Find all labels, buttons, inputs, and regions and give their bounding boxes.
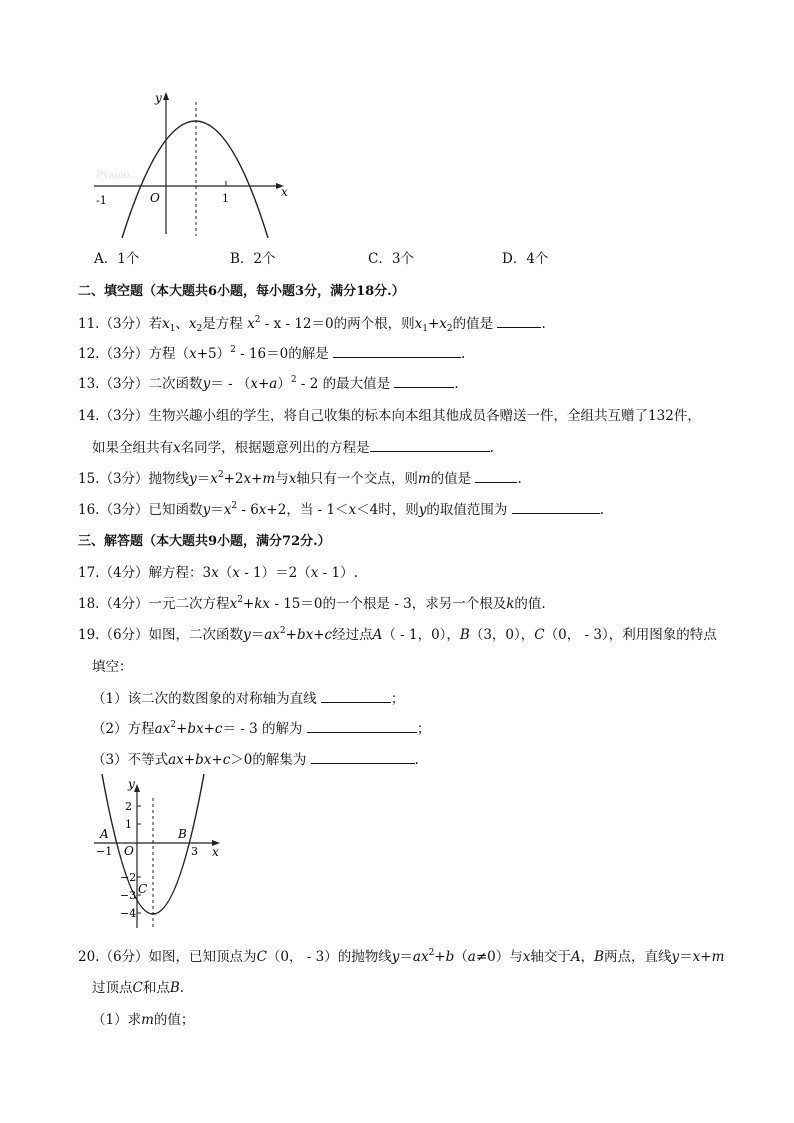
q11-var: x (188, 316, 197, 332)
graph2-y-label: y (128, 777, 135, 791)
q20-var: C (256, 949, 267, 965)
q15-text: +2 (223, 471, 244, 487)
q19-text: ＞0的解集为 (230, 752, 307, 768)
q17-var: x (232, 565, 240, 581)
q19-text: （1）该二次的数图象的对称轴为直线 (92, 691, 317, 707)
q13-var: y (202, 376, 211, 392)
q16-text: ＜4时，则 (356, 502, 419, 518)
q19-text: （ - 1，0）， (382, 627, 460, 643)
q19-sub3-answer-blank[interactable] (311, 751, 415, 764)
parabola-graph-2 (90, 772, 230, 932)
q19-text: + (176, 721, 188, 737)
q12-answer-blank[interactable] (333, 345, 461, 358)
q20-var: b (445, 949, 455, 965)
q13-text: . (454, 376, 459, 392)
q15-answer-blank[interactable] (475, 470, 517, 483)
q16-var: x (348, 502, 357, 518)
q16-var: x (258, 502, 267, 518)
option-b: B．2个 (230, 251, 276, 267)
q20-text: ＝ (679, 949, 693, 965)
q20-text: 两点，直线 (604, 949, 672, 965)
q19-sub2-answer-blank[interactable] (307, 720, 417, 733)
q11-sub: 1 (169, 324, 176, 334)
q20-text: 轴交于 (530, 949, 571, 965)
q19-var: x (272, 627, 280, 643)
q16-var: x (223, 502, 232, 518)
q18-text: - 15＝0的一个根是 - 3，求另一个根及 (270, 596, 507, 612)
q19-text: 经过点 (332, 627, 373, 643)
q20-var: C (132, 980, 143, 996)
q15-var: m (417, 471, 431, 487)
option-a: A．1个 (94, 251, 140, 267)
graph2-point-b-label: B (178, 827, 187, 841)
q20-var: A (570, 949, 581, 965)
q14-text: 如果全组共有 (92, 440, 173, 456)
graph2-tick-neg1-label: −1 (96, 845, 113, 858)
question-19-sub1 (92, 687, 404, 707)
q20-var: a (412, 949, 421, 965)
q19-text: + (211, 752, 223, 768)
q13-var: x (250, 376, 258, 392)
q11-var: x (414, 316, 423, 332)
q15-text: + (251, 471, 263, 487)
q20-var: x (420, 949, 429, 965)
q20-text: （0， - 3）的抛物线 (266, 949, 392, 965)
graph1-watermark: Pyaoio... (96, 170, 139, 181)
q11-sub: 1 (422, 324, 428, 334)
q15-var: m (262, 471, 276, 487)
q16-text: +2，当 - 1＜ (266, 502, 349, 518)
q12-var: x (189, 346, 197, 362)
q20-text: ， (580, 949, 595, 965)
q20-text: （1）求 (92, 1012, 142, 1028)
q19-var: x (162, 721, 171, 737)
q19-sub1-answer-blank[interactable] (321, 690, 391, 703)
question-19-line2: 填空： (92, 659, 133, 675)
q18-var: x (229, 596, 238, 612)
q20-var: y (671, 949, 680, 965)
q20-text: 和点 (142, 980, 170, 996)
q20-text: ＝ (399, 949, 413, 965)
q11-exp: 2 (254, 315, 261, 325)
q19-var: B (459, 627, 470, 643)
q11-text: - x - 12＝0的两个根，则 (260, 316, 415, 332)
q11-sub: 2 (196, 324, 203, 334)
q19-var: c (324, 627, 333, 643)
q16-exp: 2 (231, 501, 238, 511)
question-19-line1 (78, 623, 717, 643)
question-17 (78, 561, 358, 581)
question-12 (78, 342, 465, 362)
question-19-sub2 (92, 717, 430, 737)
q15-var: y (189, 471, 197, 487)
graph2-x-label: x (212, 845, 219, 859)
q20-text: 的值； (153, 1012, 195, 1028)
question-14-line2 (92, 436, 494, 456)
q15-text: . (517, 471, 522, 487)
q19-var: b (296, 627, 306, 643)
question-13 (78, 372, 459, 392)
q11-text: 的值是 (452, 316, 494, 332)
q15-var: x (243, 471, 252, 487)
q19-var: a (168, 752, 177, 768)
q19-text: ； (390, 691, 405, 707)
graph1-x-label: x (281, 185, 288, 199)
q13-text: ） (277, 376, 291, 392)
graph2-point-c-label: C (138, 882, 148, 896)
q20-text: . (179, 980, 185, 996)
q17-text: - 1）. (318, 565, 358, 581)
q15-exp: 2 (217, 470, 224, 480)
q13-text: - 2 的最大值是 (296, 376, 391, 392)
q16-text: ＝ (210, 502, 224, 518)
q18-text: + (242, 596, 255, 612)
q14-text: . (489, 440, 494, 456)
q20-var: x (692, 949, 701, 965)
q19-text: + (313, 627, 325, 643)
graph1-tick-1-label: 1 (222, 192, 229, 205)
q15-text: ＝ (196, 471, 211, 487)
q19-text: + (285, 627, 297, 643)
q17-text: - 1）＝2（ (239, 565, 311, 581)
graph1-parabola (122, 121, 268, 238)
q16-var: y (202, 502, 211, 518)
q11-text: . (541, 316, 546, 332)
question-16 (78, 498, 604, 518)
graph2-parabola (102, 774, 204, 914)
q20-var: x (522, 949, 531, 965)
q19-text: ＝ (250, 627, 265, 643)
q19-var: a (264, 627, 273, 643)
graph2-tick-1-label: 1 (125, 818, 132, 831)
q19-text: ＝ - 3 的解为 (222, 721, 303, 737)
q15-text: 的值是 (430, 471, 472, 487)
q16-text: - 6 (237, 502, 259, 518)
q12-exp: 2 (230, 345, 236, 355)
q13-var: a (269, 376, 278, 392)
graph2-tick-neg4-label: −4 (120, 907, 137, 920)
option-d: D．4个 (502, 251, 549, 267)
q19-var: C (534, 627, 545, 643)
q12-text: . (461, 346, 466, 362)
q16-text: . (599, 502, 605, 518)
question-11 (78, 312, 546, 332)
q11-text: 11.（3分）若 (78, 316, 163, 332)
q16-text: 的取值范围为 (426, 502, 508, 518)
option-c: C．3个 (368, 251, 414, 267)
q19-var: x (203, 752, 212, 768)
q11-var: x (162, 316, 170, 332)
q17-text: （ (218, 565, 233, 581)
q20-text: + (434, 949, 446, 965)
q19-var: x (176, 752, 184, 768)
q19-text: （3，0）， (469, 627, 535, 643)
q20-var: y (391, 949, 400, 965)
q13-text: 13.（3分）二次函数 (78, 376, 203, 392)
q18-text: 18.（4分）一元二次方程 (78, 596, 230, 612)
q20-text: （ (454, 949, 468, 965)
q12-text: 12.（3分）方程（ (78, 346, 190, 362)
q14-var: x (173, 440, 181, 456)
q20-text: + (700, 949, 712, 965)
q19-exp: 2 (170, 720, 177, 730)
q19-exp: 2 (279, 626, 286, 636)
q18-var: x (262, 596, 271, 612)
question-15 (78, 467, 522, 487)
q19-var: b (195, 752, 204, 768)
q16-var: y (418, 502, 427, 518)
graph1-y-arrow (163, 92, 169, 100)
q19-var: A (372, 627, 383, 643)
q19-var: c (214, 721, 223, 737)
q20-exp: 2 (428, 948, 435, 958)
question-20-sub1 (92, 1008, 194, 1028)
graph2-y-arrow (134, 784, 140, 792)
q14-text: 名同学，根据题意列出的方程是 (180, 440, 370, 456)
q11-var: x (247, 316, 255, 332)
q20-var: m (711, 949, 725, 965)
q19-text: 19.（6分）如图，二次函数 (78, 627, 244, 643)
q18-text: 的值. (514, 596, 546, 612)
q13-answer-blank[interactable] (394, 375, 454, 388)
q15-var: x (288, 471, 297, 487)
q18-var: k (254, 596, 263, 612)
question-20-line2 (92, 976, 184, 996)
q18-exp: 2 (237, 595, 243, 605)
q11-sub: 2 (446, 324, 453, 334)
q20-text: 过顶点 (92, 980, 133, 996)
question-14-line1: 14.（3分）生物兴趣小组的学生，将自己收集的标本向本组其他成员各赠送一件，全组共互赠了132件， (78, 408, 701, 424)
graph2-tick-3-label: 3 (191, 845, 198, 858)
q15-var: x (210, 471, 218, 487)
q20-text: ≠0）与 (475, 949, 523, 965)
question-18 (78, 592, 546, 612)
question-19-sub3 (92, 748, 419, 768)
q17-text: 17.（4分）解方程：3 (78, 565, 212, 581)
q13-text: + (257, 376, 270, 392)
graph2-origin-label: O (124, 844, 134, 858)
section3-heading: 三、解答题（本大题共9小题，满分72分.） (78, 534, 331, 549)
q11-text: 是方程 (202, 316, 243, 332)
graph2-tick-neg2-label: −2 (120, 871, 137, 884)
parabola-graph-1 (88, 88, 298, 240)
section2-heading: 二、填空题（本大题共6小题，每小题3分，满分18分.） (78, 284, 405, 299)
q20-var: B (594, 949, 605, 965)
q12-text: - 16＝0的解是 (235, 346, 329, 362)
graph1-y-label: y (155, 91, 162, 105)
q13-text: ＝ - （ (210, 376, 251, 392)
q19-text: ； (416, 721, 431, 737)
q14-answer-blank[interactable] (370, 439, 490, 452)
q19-text: . (414, 752, 419, 768)
q19-var: x (195, 721, 204, 737)
q11-answer-blank[interactable] (497, 315, 541, 328)
graph2-tick-2-label: 2 (125, 800, 132, 813)
q19-text: + (183, 752, 196, 768)
q15-text: 轴只有一个交点，则 (296, 471, 418, 487)
q16-answer-blank[interactable] (512, 501, 600, 514)
q19-text: （2）方程 (92, 721, 155, 737)
q20-var: a (467, 949, 476, 965)
q19-text: （0， - 3），利用图象的特点 (544, 627, 717, 643)
q12-text: +5） (196, 346, 231, 362)
q19-text: （3）不等式 (92, 752, 169, 768)
q19-text: + (203, 721, 215, 737)
q20-text: 20.（6分）如图，已知顶点为 (78, 949, 257, 965)
q19-var: c (222, 752, 231, 768)
q15-text: 15.（3分）抛物线 (78, 471, 190, 487)
q13-exp: 2 (290, 375, 297, 385)
graph1-origin-label: O (150, 191, 160, 205)
q17-var: x (310, 565, 319, 581)
graph1-tick-neg1-label: -1 (96, 194, 107, 207)
q11-text: + (427, 316, 440, 332)
q17-var: x (211, 565, 219, 581)
q19-var: y (243, 627, 251, 643)
graph2-tick-neg3-label: −3 (120, 889, 137, 902)
q11-var: x (439, 316, 447, 332)
graph2-point-a-label: A (100, 827, 109, 841)
q15-text: 与 (275, 471, 289, 487)
q11-text: 、 (175, 316, 189, 332)
q20-var: m (141, 1012, 154, 1028)
q19-var: x (305, 627, 314, 643)
q16-text: 16.（3分）已知函数 (78, 502, 203, 518)
question-20-line1 (78, 945, 724, 965)
q19-var: a (154, 721, 163, 737)
q20-var: B (169, 980, 180, 996)
q19-var: b (187, 721, 196, 737)
q18-var: k (506, 596, 515, 612)
